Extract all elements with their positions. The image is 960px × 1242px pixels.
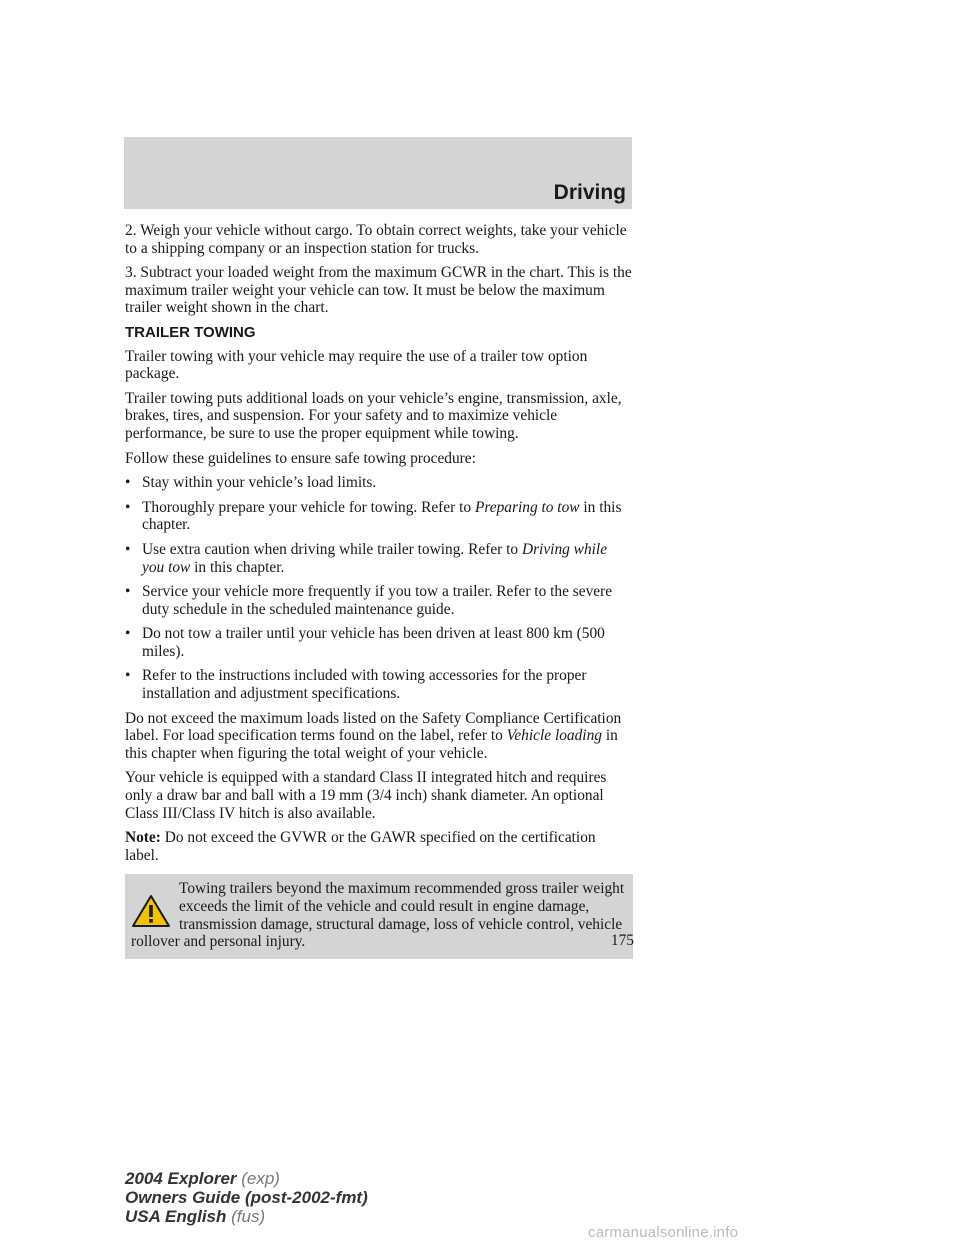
footer-model-name: 2004 Explorer bbox=[125, 1169, 237, 1188]
paragraph-hitch: Your vehicle is equipped with a standard Class II integrated hitch and requires only a draw bar and ball with a 19 mm (3/4 inch) shank diameter. An optional Class III/Class IV hitch is also available. bbox=[125, 769, 607, 822]
paragraph-weigh-vehicle: 2. Weigh your vehicle without cargo. To obtain correct weights, take your vehicle to a shipping company or an inspection station for trucks. bbox=[125, 222, 627, 257]
bullet-icon: • bbox=[125, 540, 131, 558]
section-header-band bbox=[124, 137, 632, 209]
footer-model-code: (exp) bbox=[236, 1169, 280, 1188]
paragraph-guidelines-intro: Follow these guidelines to ensure safe towing procedure: bbox=[125, 449, 476, 467]
list-item bbox=[125, 541, 633, 576]
document-footer bbox=[125, 1169, 368, 1226]
page-content bbox=[125, 222, 633, 959]
watermark: carmanualsonline.info bbox=[588, 1224, 739, 1241]
paragraph-text: Do not exceed the maximum loads listed on the Safety Compliance Certification label. For load specification terms found on the label, refer to bbox=[125, 709, 622, 745]
list-item-text: Do not tow a trailer until your vehicle has been driven at least 800 km (500 miles). bbox=[142, 625, 605, 660]
footer-language: USA English bbox=[125, 1207, 227, 1226]
warning-text: Towing trailers beyond the maximum recommended gross trailer weight exceeds the limit of the vehicle and could result in engine damage, transmission damage, structural damage, loss of vehicle control, vehicle rollover and personal injury. bbox=[131, 880, 625, 951]
bullet-icon: • bbox=[125, 667, 131, 685]
guidelines-list bbox=[125, 474, 633, 703]
section-title: Driving bbox=[553, 181, 626, 204]
list-item-text: Stay within your vehicle’s load limits. bbox=[142, 474, 377, 492]
note-text: Do not exceed the GVWR or the GAWR specified on the certification label. bbox=[125, 829, 596, 864]
list-item-text: Service your vehicle more frequently if you tow a trailer. Refer to the severe duty schedule in the scheduled maintenance guide. bbox=[142, 583, 613, 618]
cross-reference-vehicle-loading: Vehicle loading bbox=[506, 727, 602, 745]
list-item bbox=[125, 625, 633, 660]
bullet-icon: • bbox=[125, 625, 131, 643]
list-item-text: Refer to the instructions included with towing accessories for the proper installation and adjustment specifications. bbox=[142, 667, 587, 703]
paragraph-subtract-weight: 3. Subtract your loaded weight from the maximum GCWR in the chart. This is the maximum trailer weight your vehicle can tow. It must be below the maximum trailer weight shown in the chart. bbox=[125, 264, 632, 317]
warning-triangle-icon bbox=[131, 894, 171, 928]
list-item-text: Use extra caution when driving while trailer towing. Refer to bbox=[142, 540, 522, 558]
footer-line-language bbox=[125, 1207, 368, 1226]
footer-guide-name: Owners Guide (post-2002-fmt) bbox=[125, 1188, 368, 1207]
note-label: Note: bbox=[125, 829, 161, 847]
footer-line-guide bbox=[125, 1188, 368, 1207]
paragraph-note bbox=[125, 829, 633, 864]
paragraph-additional-loads: Trailer towing puts additional loads on your vehicle’s engine, transmission, axle, brakes, tires, and suspension. For your safety and to maximize vehicle performance, be sure to use the proper equipment while towing. bbox=[125, 389, 622, 442]
bullet-icon: • bbox=[125, 498, 131, 516]
bullet-icon: • bbox=[125, 474, 131, 492]
paragraph-max-loads bbox=[125, 710, 633, 763]
footer-language-code: (fus) bbox=[226, 1207, 266, 1226]
list-item-text: in this chapter. bbox=[190, 558, 285, 576]
heading-trailer-towing: TRAILER TOWING bbox=[125, 323, 256, 341]
cross-reference-driving-while-you-tow: Driving while you tow bbox=[142, 540, 608, 576]
footer-line-model bbox=[125, 1169, 368, 1188]
cross-reference-preparing-to-tow: Preparing to tow bbox=[474, 498, 580, 516]
list-item-text: in this chapter. bbox=[142, 498, 622, 534]
paragraph-text: in this chapter when figuring the total weight of your vehicle. bbox=[125, 727, 618, 762]
list-item bbox=[125, 583, 633, 618]
warning-box bbox=[125, 874, 633, 958]
list-item bbox=[125, 499, 633, 534]
paragraph-tow-package: Trailer towing with your vehicle may require the use of a trailer tow option package. bbox=[125, 347, 588, 383]
bullet-icon: • bbox=[125, 583, 131, 601]
list-item bbox=[125, 474, 633, 492]
list-item bbox=[125, 667, 633, 702]
list-item-text: Thoroughly prepare your vehicle for towing. Refer to bbox=[142, 498, 475, 516]
page-number: 175 bbox=[610, 932, 634, 949]
